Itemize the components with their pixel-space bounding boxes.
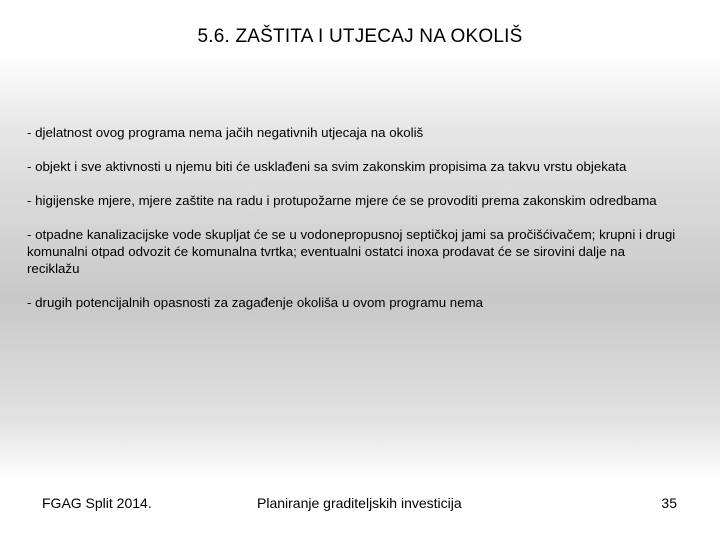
page-number: 35 [661,495,677,511]
bullet-item: - djelatnost ovog programa nema jačih negativnih utjecaja na okoliš [27,125,424,140]
bullet-item: - drugih potencijalnih opasnosti za zagađenje okoliša u ovom programu nema [27,295,484,310]
bullet-item: - higijenske mjere, mjere zaštite na radu i protupožarne mjere će se provoditi prema zakonskim odredbama [27,193,657,208]
footer-center-text: Planiranje graditeljskih investicija [257,495,462,511]
bullet-item: - objekt i sve aktivnosti u njemu biti će usklađeni sa svim zakonskim propisima za takvu vrstu objekata [27,159,627,174]
slide-title: 5.6. ZAŠTITA I UTJECAJ NA OKOLIŠ [197,26,523,47]
bullet-item: - otpadne kanalizacijske vode skupljat će se u vodonepropusnoj septičkoj jami sa pročišćivačem; krupni i drugi komunalni otpad odvozit će komunalna tvrtka; eventualni ostatci inoxa prodavat će se sirovini dalje na reciklažu [27,227,676,276]
slide-content [27,124,677,328]
footer-left-text: FGAG Split 2014. [42,495,152,511]
